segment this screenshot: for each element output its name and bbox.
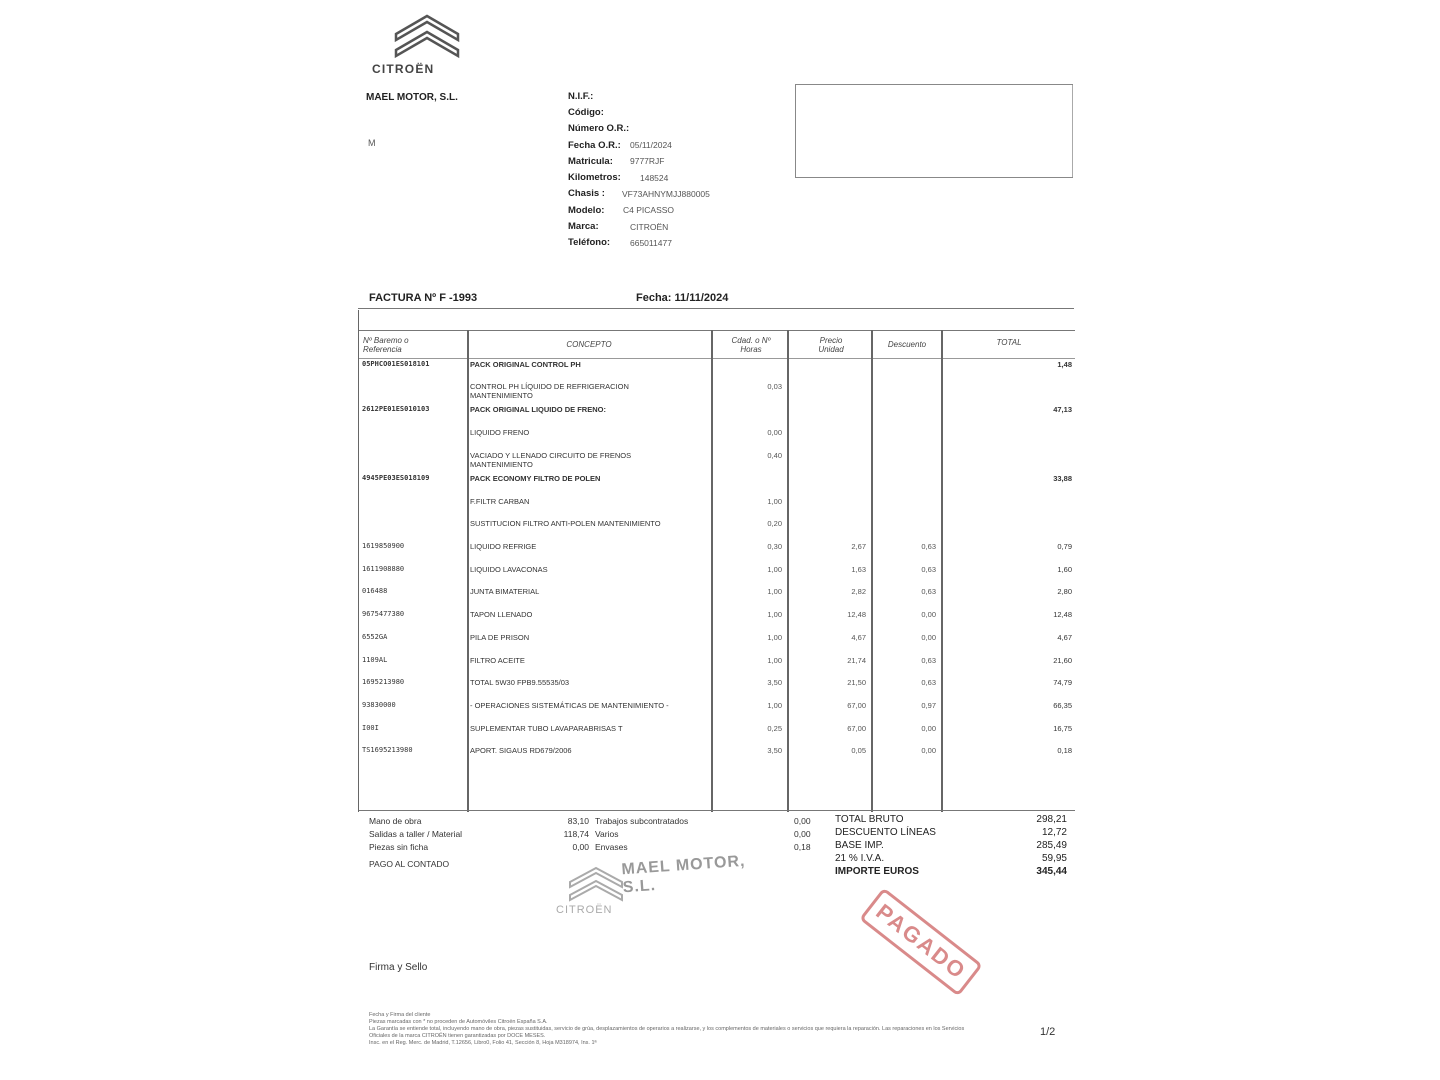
- chevrons-icon: [390, 12, 464, 60]
- meta-row: Marca: CITROËN: [568, 221, 669, 233]
- signature-label: Firma y Sello: [369, 962, 428, 973]
- breakdown-row: Piezas sin ficha 0,00 Envases: [369, 842, 628, 852]
- meta-row: N.I.F.:: [568, 90, 594, 102]
- breakdown-values: 0,00 0,00 0,18: [794, 816, 811, 852]
- table-row: TS1695213980 APORT. SIGAUS RD679/2006 3,50 0,05 0,00 0,18: [362, 746, 1072, 755]
- meta-row: Fecha O.R.: 05/11/2024: [568, 139, 672, 151]
- meta-row: Teléfono: 665011477: [568, 237, 672, 249]
- header-ref: Nº Baremo o Referencia: [363, 336, 409, 354]
- meta-row: Kilometros: 148524: [568, 172, 669, 184]
- invoice-number: FACTURA Nº F -1993: [369, 292, 478, 304]
- table-row: 2612PE01ES010103 PACK ORIGINAL LIQUIDO DE FRENO: 47,13: [362, 405, 1072, 414]
- company-stamp: MAEL MOTOR, S.L. CITROËN: [556, 852, 747, 916]
- table-row: VACIADO Y LLENADO CIRCUITO DE FRENOS MANTENIMIENTO 0,40: [470, 451, 782, 469]
- stamp-chevrons-icon: [566, 862, 626, 906]
- breakdown-row: Mano de obra 83,10 Trabajos subcontratados: [369, 816, 689, 826]
- table-row: 1109AL FILTRO ACEITE 1,00 21,74 0,63 21,60: [362, 656, 1072, 665]
- header-discount: Descuento: [887, 340, 927, 349]
- order-meta: [568, 88, 710, 251]
- table-row: 1619850900 LIQUIDO REFRIGE 0,30 2,67 0,63 0,79: [362, 542, 1072, 551]
- table-row: 016488 JUNTA BIMATERIAL 1,00 2,82 0,63 2,80: [362, 587, 1072, 596]
- legal-footer: Fecha y Firma del cliente Piezas marcadas con * no proceden de Automóviles Citroën España S.A. La Garantía se entiende total, incluyendo mano de obra, piezas sustituidas, servicio de grúa, desplazamientos de operarios a realizarse, y los complementos de materiales o servicios que requiera la reparación. Las reparaciones en los Servicios Oficiales de la marca CITROËN tienen garantizadas por DOCE MESES. Insc. en el Reg. Merc. de Madrid, T.12656, Libro0, Folio 41, Sección 8, Hoja M318974, Ins. 1ª: [369, 1012, 965, 1046]
- table-row: 4945PE03ES018109 PACK ECONOMY FILTRO DE POLEN 33,88: [362, 474, 1072, 483]
- breakdown-row: Salidas a taller / Material 118,74 Varios: [369, 829, 619, 839]
- table-row: 05PHCO01ES018101 PACK ORIGINAL CONTROL PH 1,48: [362, 360, 1072, 369]
- table-row: 1695213980 TOTAL 5W30 FPB9.55535/03 3,50 21,50 0,63 74,79: [362, 678, 1072, 687]
- customer-address-box: [795, 84, 1073, 178]
- paid-stamp: PAGADO: [859, 887, 983, 996]
- total-row: BASE IMP. 285,49: [835, 840, 1067, 851]
- table-row: LIQUIDO FRENO 0,00: [470, 428, 782, 437]
- brand-wordmark: CITROËN: [372, 62, 435, 76]
- total-row: DESCUENTO LÍNEAS 12,72: [835, 827, 1067, 838]
- table-bottom-line: [359, 810, 1075, 811]
- total-row: 21 % I.V.A. 59,95: [835, 853, 1067, 864]
- total-row: TOTAL BRUTO 298,21: [835, 814, 1067, 825]
- payment-method: PAGO AL CONTADO: [369, 859, 450, 869]
- invoice-date: Fecha: 11/11/2024: [636, 292, 729, 304]
- table-row: F.FILTR CARBAN 1,00: [470, 497, 782, 506]
- table-row: I00I SUPLEMENTAR TUBO LAVAPARABRISAS T 0,25 67,00 0,00 16,75: [362, 724, 1072, 733]
- header-price: Precio Unidad: [818, 336, 844, 354]
- table-row: 9675477380 TAPON LLENADO 1,00 12,48 0,00 12,48: [362, 610, 1072, 619]
- table-row: 6552GA PILA DE PRISON 1,00 4,67 0,00 4,67: [362, 633, 1072, 642]
- company-name: MAEL MOTOR, S.L.: [366, 92, 458, 103]
- grand-total-row: IMPORTE EUROS 345,44: [835, 866, 1067, 877]
- table-row: CONTROL PH LÍQUIDO DE REFRIGERACION MANTENIMIENTO 0,03: [470, 382, 782, 400]
- table-row: SUSTITUCION FILTRO ANTI-POLEN MANTENIMIENTO 0,20: [470, 519, 782, 528]
- meta-row: Código:: [568, 106, 604, 118]
- totals: [835, 814, 1067, 879]
- header-qty: Cdad. o Nº Horas: [731, 336, 771, 354]
- table-row: 1611908880 LIQUIDO LAVACONAS 1,00 1,63 0,63 1,60: [362, 565, 1072, 574]
- meta-row: Matricula: 9777RJF: [568, 155, 665, 167]
- table-row: 93830000 - OPERACIONES SISTEMÁTICAS DE MANTENIMIENTO - 1,00 67,00 0,97 66,35: [362, 701, 1072, 710]
- divider: [358, 308, 1074, 309]
- company-sub: M: [368, 138, 376, 148]
- meta-row: Número O.R.:: [568, 123, 630, 135]
- meta-row: Chasis : VF73AHNYMJJ880005: [568, 188, 710, 200]
- header-total: TOTAL: [996, 338, 1022, 347]
- page-number: 1/2: [1040, 1026, 1056, 1038]
- header-concept: CONCEPTO: [566, 340, 612, 349]
- citroen-logo: [372, 12, 482, 80]
- meta-row: Modelo: C4 PICASSO: [568, 204, 675, 216]
